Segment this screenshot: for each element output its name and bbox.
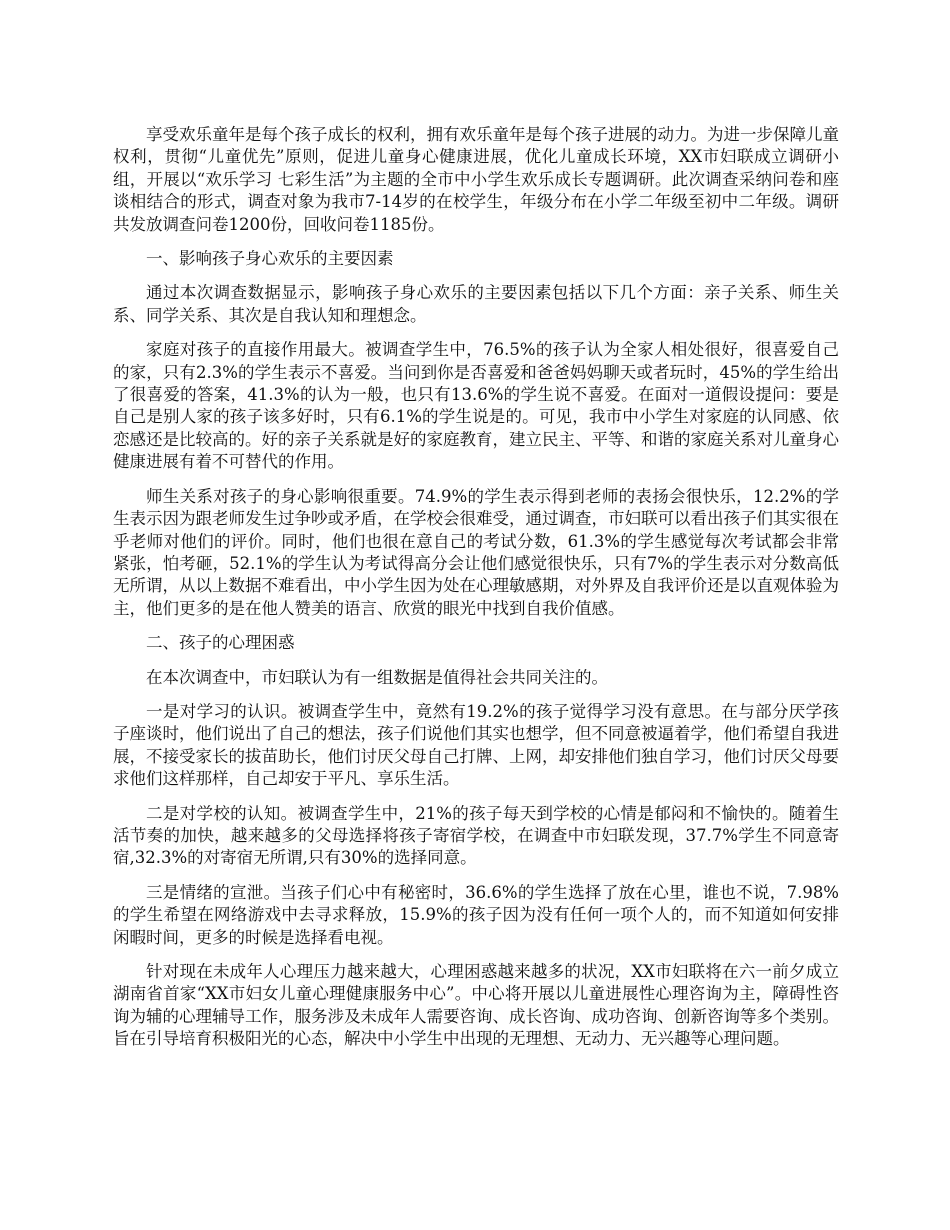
- section-heading-2: 二、孩子的心理困惑: [146, 633, 295, 653]
- study-attitude-paragraph: 一是对学习的认识。被调查学生中，竟然有19.2%的孩子觉得学习没有意思。在与部分厌学孩子座谈时，他们说出了自己的想法，孩子们说他们其实也想学，但不同意被逼着学，他们希望自我进展，不接受家长的拔苗助长，他们讨厌父母自己打牌、上网，却安排他们独自学习，他们讨厌父母要求他们这样那样，自己却安于平凡、享乐生活。: [113, 701, 839, 789]
- emotion-release-paragraph: 三是情绪的宣泄。当孩子们心中有秘密时，36.6%的学生选择了放在心里，谁也不说，7.98%的学生希望在网络游戏中去寻求释放，15.9%的孩子因为没有任何一项个人的，而不知道如何安排闲暇时间，更多的时候是选择看电视。: [113, 882, 839, 947]
- document-body: [113, 124, 839, 1063]
- concern-intro-paragraph: 在本次调查中，市妇联认为有一组数据是值得社会共同关注的。: [146, 667, 608, 687]
- section-heading-1: 一、影响孩子身心欢乐的主要因素: [146, 249, 394, 269]
- factors-summary-paragraph: 通过本次调查数据显示，影响孩子身心欢乐的主要因素包括以下几个方面：亲子关系、师生关系、同学关系、其次是自我认知和理想念。: [113, 283, 839, 325]
- service-center-paragraph: 针对现在未成年人心理压力越来越大，心理困惑越来越多的状况，XX市妇联将在六一前夕成立湖南省首家“XX市妇女儿童心理健康服务中心”。中心将开展以儿童进展性心理咨询为主，障碍性咨询为辅的心理辅导工作，服务涉及未成年人需要咨询、成长咨询、成功咨询、创新咨询等多个类别。旨在引导培育积极阳光的心态，解决中小学生中出现的无理想、无动力、无兴趣等心理问题。: [113, 962, 839, 1049]
- intro-paragraph: 享受欢乐童年是每个孩子成长的权利，拥有欢乐童年是每个孩子进展的动力。为进一步保障儿童权利，贯彻“儿童优先”原则，促进儿童身心健康进展，优化儿童成长环境，XX市妇联成立调研小组，开展以“欢乐学习 七彩生活”为主题的全市中小学生欢乐成长专题调研。此次调查采纳问卷和座谈相结合的形式，调查对象为我市7-14岁的在校学生，年级分布在小学二年级至初中二年级。调研共发放调查问卷1200份，回收问卷1185份。: [113, 125, 839, 234]
- family-relationship-paragraph: 家庭对孩子的直接作用最大。被调查学生中，76.5%的孩子认为全家人相处很好，很喜爱自己的家，只有2.3%的学生表示不喜爱。当问到你是否喜爱和爸爸妈妈聊天或者玩时，45%的学生给出了很喜爱的答案，41.3%的认为一般，也只有13.6%的学生说不喜爱。在面对一道假设提问：要是自己是别人家的孩子该多好时，只有6.1%的学生说是的。可见，我市中小学生对家庭的认同感、依恋感还是比较高的。好的亲子关系就是好的家庭教育，建立民主、平等、和谐的家庭关系对儿童身心健康进展有着不可替代的作用。: [113, 340, 839, 472]
- school-attitude-paragraph: 二是对学校的认知。被调查学生中，21%的孩子每天到学校的心情是郁闷和不愉快的。随着生活节奏的加快，越来越多的父母选择将孩子寄宿学校，在调查中市妇联发现，37.7%学生不同意寄宿,32.3%的对寄宿无所谓,只有30%的选择同意。: [113, 803, 839, 868]
- teacher-relationship-paragraph: 师生关系对孩子的身心影响很重要。74.9%的学生表示得到老师的表扬会很快乐，12.2%的学生表示因为跟老师发生过争吵或矛盾，在学校会很难受，通过调查，市妇联可以看出孩子们其实很在乎老师对他们的评价。同时，他们也很在意自己的考试分数，61.3%的学生感觉每次考试都会非常紧张，怕考砸，52.1%的学生认为考试得高分会让他们感觉很快乐，只有7%的学生表示对分数高低无所谓，从以上数据不难看出，中小学生因为处在心理敏感期，对外界及自我评价还是以直观体验为主，他们更多的是在他人赞美的语言、欣赏的眼光中找到自我价值感。: [113, 486, 839, 618]
